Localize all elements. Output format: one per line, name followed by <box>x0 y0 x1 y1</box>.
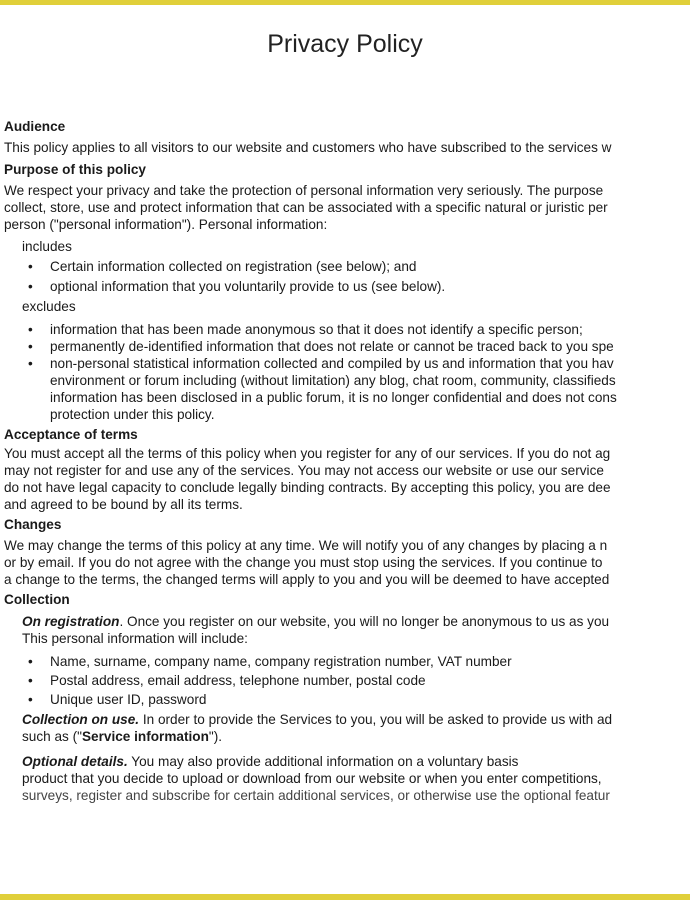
list-item-line: information has been disclosed in a public forum, it is no longer confidential and does not cons <box>50 390 617 405</box>
page-title: Privacy Policy <box>267 30 423 58</box>
optional-lead: Optional details. <box>22 754 128 769</box>
includes-list <box>4 258 690 295</box>
use-paragraph <box>4 711 690 728</box>
use-text: In order to provide the Services to you, you will be asked to provide us with ad <box>139 712 613 727</box>
purpose-line: We respect your privacy and take the protection of personal information very seriously. The purpose <box>4 183 604 198</box>
acceptance-line: You must accept all the terms of this policy when you register for any of our services. If you do not ag <box>4 446 611 461</box>
list-item: • Certain information collected on registration (see below); and <box>4 258 690 275</box>
heading-collection: Collection <box>4 592 70 607</box>
list-item: • Postal address, email address, telephone number, postal code <box>4 672 690 689</box>
heading-purpose: Purpose of this policy <box>4 162 146 177</box>
bottom-border <box>0 894 690 900</box>
audience-text: This policy applies to all visitors to our website and customers who have subscribed to the services w <box>4 140 612 155</box>
changes-line: or by email. If you do not agree with the change you must stop using the services. If you continue to <box>4 555 603 570</box>
list-item-line: • non-personal statistical information collected and compiled by us and information that you hav <box>50 356 614 371</box>
acceptance-line: may not register for and use any of the services. You may not access our website or use our service <box>4 463 604 478</box>
list-item: • optional information that you voluntarily provide to us (see below). <box>4 278 690 295</box>
list-item-line: protection under this policy. <box>50 407 215 422</box>
registration-lead: On registration <box>22 614 120 629</box>
optional-text: You may also provide additional information on a voluntary basis <box>127 754 519 769</box>
policy-body <box>4 118 690 804</box>
optional-text-3: surveys, register and subscribe for certain additional services, or otherwise use the optional featur <box>22 788 610 803</box>
list-item: • Unique user ID, password <box>4 691 690 708</box>
use-text-2 <box>4 728 690 745</box>
use-text-post: "). <box>208 729 223 744</box>
purpose-line: person ("personal information"). Personal information: <box>4 217 328 232</box>
optional-text-2: product that you decide to upload or download from our website or when you enter competitions, <box>22 771 602 786</box>
acceptance-line: do not have legal capacity to conclude legally binding contracts. By accepting this policy, you are dee <box>4 480 611 495</box>
list-item <box>4 355 690 423</box>
use-lead: Collection on use. <box>22 712 140 727</box>
list-item: • permanently de-identified information that does not relate or cannot be traced back to you spe <box>4 338 690 355</box>
optional-paragraph <box>4 753 690 770</box>
list-item-line: environment or forum including (without limitation) any blog, chat room, community, classifieds <box>50 373 616 388</box>
includes-label: includes <box>22 239 72 254</box>
heading-changes: Changes <box>4 517 62 532</box>
registration-paragraph <box>4 613 690 630</box>
purpose-line: collect, store, use and protect information that can be associated with a specific natural or juristic per <box>4 200 608 215</box>
use-text-pre: such as (" <box>22 729 82 744</box>
registration-list <box>4 653 690 708</box>
acceptance-line: and agreed to be bound by all its terms. <box>4 497 243 512</box>
registration-text: . Once you register on our website, you will no longer be anonymous to us as you <box>119 614 610 629</box>
registration-text-2: This personal information will include: <box>22 631 248 646</box>
list-item: • information that has been made anonymous so that it does not identify a specific person; <box>4 321 690 338</box>
changes-line: a change to the terms, the changed terms will apply to you and you will be deemed to have accepted <box>4 572 610 587</box>
changes-line: We may change the terms of this policy at any time. We will notify you of any changes by placing a n <box>4 538 608 553</box>
excludes-label: excludes <box>22 299 76 314</box>
list-item: • Name, surname, company name, company registration number, VAT number <box>4 653 690 670</box>
excludes-list <box>4 321 690 423</box>
service-information-term: Service information <box>81 729 209 744</box>
heading-acceptance: Acceptance of terms <box>4 427 138 442</box>
heading-audience: Audience <box>4 119 66 134</box>
